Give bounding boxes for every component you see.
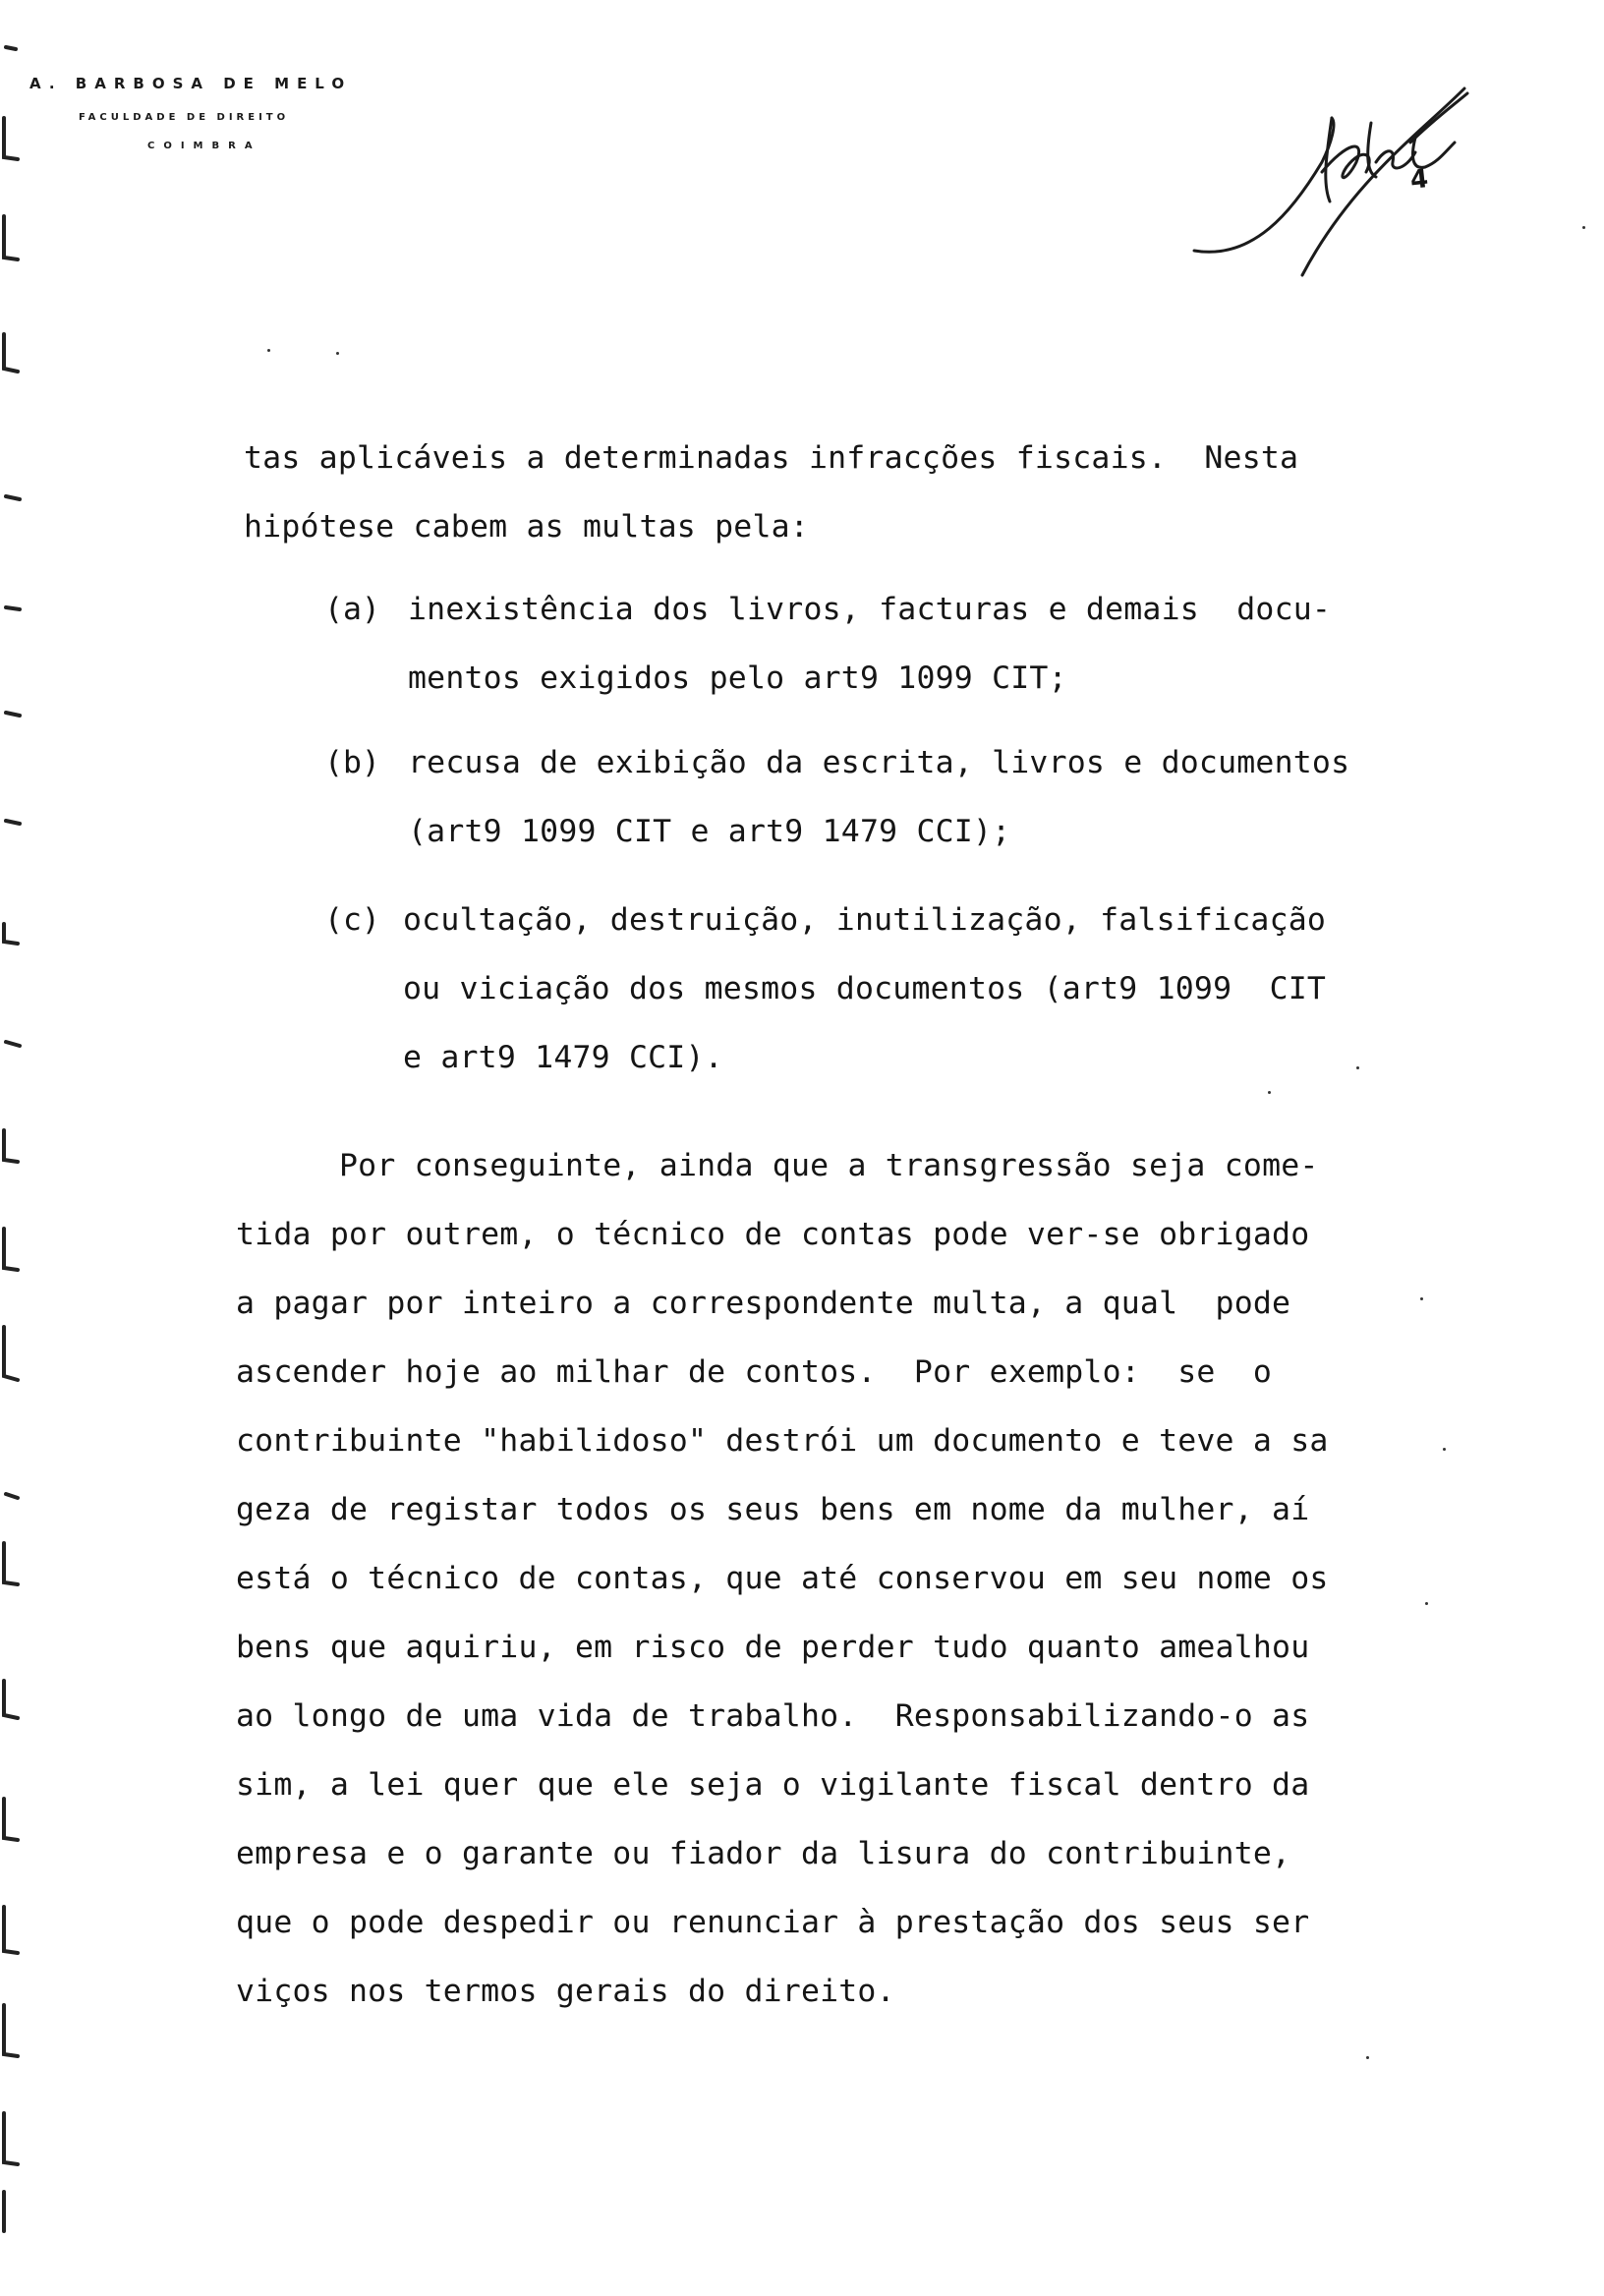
scan-speck <box>1356 1066 1359 1069</box>
text-line: empresa e o garante ou fiador da lisura do contribuinte, <box>236 1836 1291 1871</box>
scan-speck <box>1425 1602 1428 1605</box>
text-line: recusa de exibição da escrita, livros e documentos <box>408 745 1350 780</box>
scan-speck <box>336 352 339 355</box>
text-line: contribuinte "habilidoso" destrói um documento e teve a sa <box>236 1423 1329 1459</box>
text-line: ao longo de uma vida de trabalho. Responsabilizando-o as <box>236 1698 1310 1734</box>
text-line: inexistência dos livros, facturas e demais docu- <box>408 592 1332 627</box>
text-line: ocultação, destruição, inutilização, falsificação <box>403 902 1327 938</box>
scan-speck <box>1268 1091 1271 1094</box>
text-line: geza de registar todos os seus bens em nome da mulher, aí <box>236 1492 1310 1527</box>
text-line: Por conseguinte, ainda que a transgressão seja come- <box>339 1148 1319 1183</box>
text-line: mentos exigidos pelo art9 1099 CIT; <box>408 660 1067 696</box>
text-line: bens que aquiriu, em risco de perder tudo quanto amealhou <box>236 1630 1310 1665</box>
text-line: sim, a lei quer que ele seja o vigilante fiscal dentro da <box>236 1767 1310 1803</box>
text-line: está o técnico de contas, que até conservou em seu nome os <box>236 1561 1329 1596</box>
scan-speck <box>1582 226 1585 229</box>
text-line: tida por outrem, o técnico de contas pode ver-se obrigado <box>236 1217 1310 1252</box>
text-line: ascender hoje ao milhar de contos. Por exemplo: se o <box>236 1354 1273 1390</box>
scan-speck <box>1443 1448 1446 1451</box>
text-line: ou viciação dos mesmos documentos (art9 1099 CIT <box>403 971 1327 1006</box>
letterhead-name: A. BARBOSA DE MELO <box>29 75 353 92</box>
letterhead-city: COIMBRA <box>147 141 261 151</box>
text-line: viços nos termos gerais do direito. <box>236 1974 895 2009</box>
letterhead <box>29 75 352 151</box>
scan-speck <box>267 349 270 352</box>
text-line: e art9 1479 CCI). <box>403 1040 723 1075</box>
list-item-label: (c) <box>324 902 380 938</box>
scan-speck <box>1366 2056 1369 2059</box>
scan-speck <box>1420 1297 1423 1300</box>
page-number: 4 <box>1408 164 1430 196</box>
list-item-label: (a) <box>324 592 380 627</box>
text-line: hipótese cabem as multas pela: <box>244 509 809 545</box>
text-line: (art9 1099 CIT e art9 1479 CCI); <box>408 814 1011 849</box>
text-line: a pagar por inteiro a correspondente multa, a qual pode <box>236 1286 1291 1321</box>
text-line: que o pode despedir ou renunciar à prestação dos seus ser <box>236 1905 1310 1940</box>
letterhead-faculty: FACULDADE DE DIREITO <box>79 112 290 123</box>
text-line: tas aplicáveis a determinadas infracções fiscais. Nesta <box>244 440 1299 476</box>
binding-edge-marks <box>0 0 39 2296</box>
list-item-label: (b) <box>324 745 380 780</box>
